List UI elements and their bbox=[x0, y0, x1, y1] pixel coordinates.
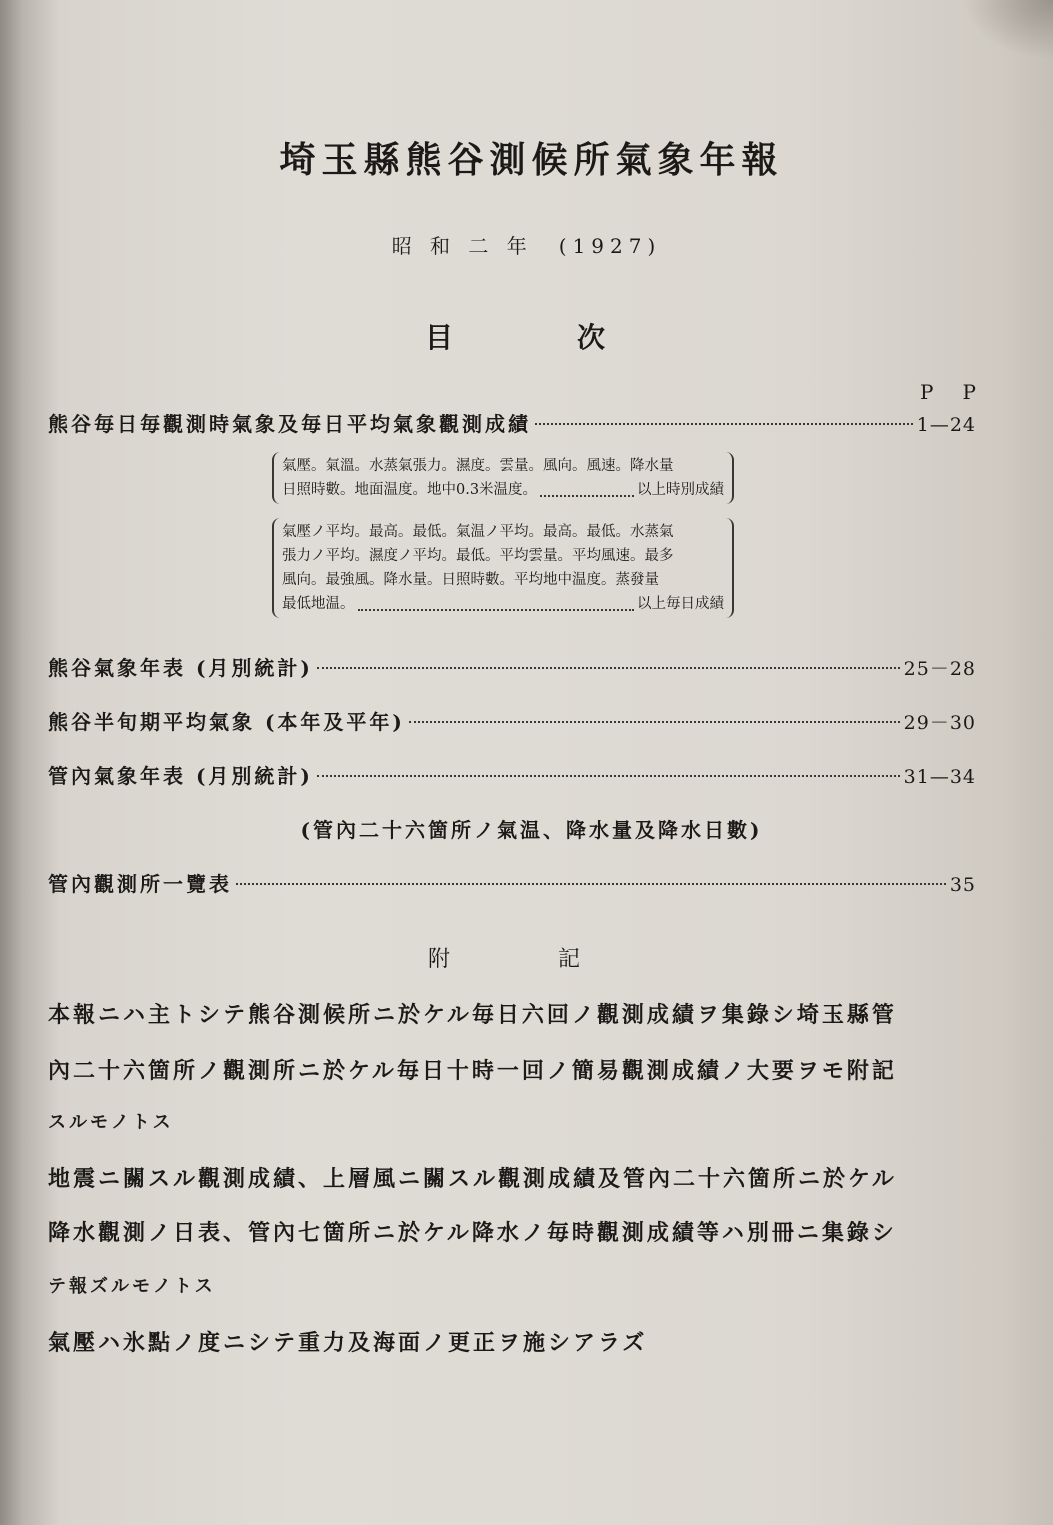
toc-entry-label: 熊谷半旬期平均氣象 (本年及平年) bbox=[48, 710, 405, 734]
toc-entry bbox=[48, 760, 976, 789]
toc-entry-label: 熊谷氣象年表 (月別統計) bbox=[48, 656, 313, 680]
dot-leader bbox=[236, 883, 946, 885]
daily-items-summary: 以上毎日成績 bbox=[637, 596, 724, 612]
document-subtitle: 昭 和 二 年 (1927) bbox=[391, 234, 662, 258]
contents-heading-char: 次 bbox=[576, 321, 605, 354]
toc-note: (管內二十六箇所ノ氣温、降水量及降水日數) bbox=[300, 818, 763, 842]
daily-items-block bbox=[272, 518, 734, 618]
toc-entry-pages: 31—34 bbox=[903, 766, 976, 788]
daily-items-line: 風向。最強風。降水量。日照時數。平均地中温度。蒸發量 bbox=[282, 572, 659, 588]
appendix-heading-char: 附 bbox=[428, 947, 451, 972]
document-title: 埼玉縣熊谷測候所氣象年報 bbox=[279, 139, 784, 181]
toc-entry-pages: 25－28 bbox=[903, 658, 976, 680]
toc-entry bbox=[48, 652, 976, 681]
appendix-line: テ報ズルモノトス bbox=[48, 1276, 216, 1297]
hourly-items-text: 日照時數。地面温度。地中0.3米温度。 bbox=[282, 482, 538, 498]
toc-entry-label: 管內觀測所一覽表 bbox=[48, 872, 232, 896]
dot-leader bbox=[409, 721, 900, 723]
hourly-items-line: 氣壓。氣溫。水蒸氣張力。濕度。雲量。風向。風速。降水量 bbox=[282, 458, 674, 474]
page-column-header bbox=[920, 380, 976, 404]
toc-entry-label: 管內氣象年表 (月別統計) bbox=[48, 764, 313, 788]
appendix-heading bbox=[428, 942, 580, 973]
appendix-line: スルモノトス bbox=[48, 1112, 174, 1133]
dot-leader bbox=[540, 473, 634, 497]
dot-leader bbox=[317, 667, 900, 669]
dot-leader bbox=[317, 775, 900, 777]
page-header-char: P bbox=[962, 380, 976, 404]
daily-items-line: 張力ノ平均。濕度ノ平均。最低。平均雲量。平均風速。最多 bbox=[282, 548, 674, 564]
appendix-line: 本報ニハ主トシテ熊谷測候所ニ於ケル毎日六回ノ觀測成績ヲ集錄シ埼玉縣管 bbox=[48, 1002, 897, 1028]
contents-heading-char: 目 bbox=[425, 321, 454, 354]
toc-entry bbox=[48, 706, 976, 735]
dot-leader bbox=[535, 423, 913, 425]
toc-entry-pages: 1—24 bbox=[916, 414, 976, 436]
hourly-items-summary: 以上時別成績 bbox=[637, 482, 724, 498]
daily-items-text: 最低地温。 bbox=[282, 596, 355, 612]
toc-entry-pages: 35 bbox=[949, 874, 976, 896]
hourly-items-line bbox=[282, 478, 724, 502]
appendix-line: 氣壓ハ氷點ノ度ニシテ重力及海面ノ更正ヲ施シアラズ bbox=[48, 1330, 648, 1356]
toc-entry-pages: 29－30 bbox=[903, 712, 976, 734]
page-header-char: P bbox=[920, 380, 934, 404]
appendix-heading-char: 記 bbox=[557, 947, 580, 972]
toc-entry bbox=[48, 868, 976, 897]
dot-leader bbox=[358, 587, 635, 611]
toc-entry bbox=[48, 408, 976, 437]
appendix-line: 降水觀測ノ日表、管內七箇所ニ於ケル降水ノ毎時觀測成績等ハ別冊ニ集錄シ bbox=[48, 1220, 897, 1246]
page-stain bbox=[963, 0, 1053, 60]
daily-items-line bbox=[282, 592, 724, 616]
hourly-items-block bbox=[272, 452, 734, 504]
contents-heading bbox=[425, 316, 605, 356]
daily-items-line: 氣壓ノ平均。最高。最低。氣温ノ平均。最高。最低。水蒸氣 bbox=[282, 524, 674, 540]
appendix-line: 內二十六箇所ノ觀測所ニ於ケル毎日十時一回ノ簡易觀測成績ノ大要ヲモ附記 bbox=[48, 1058, 897, 1084]
appendix-line: 地震ニ關スル觀測成績、上層風ニ關スル觀測成績及管內二十六箇所ニ於ケル bbox=[48, 1166, 897, 1192]
toc-entry-label: 熊谷毎日毎觀測時氣象及毎日平均氣象觀測成績 bbox=[48, 412, 531, 436]
